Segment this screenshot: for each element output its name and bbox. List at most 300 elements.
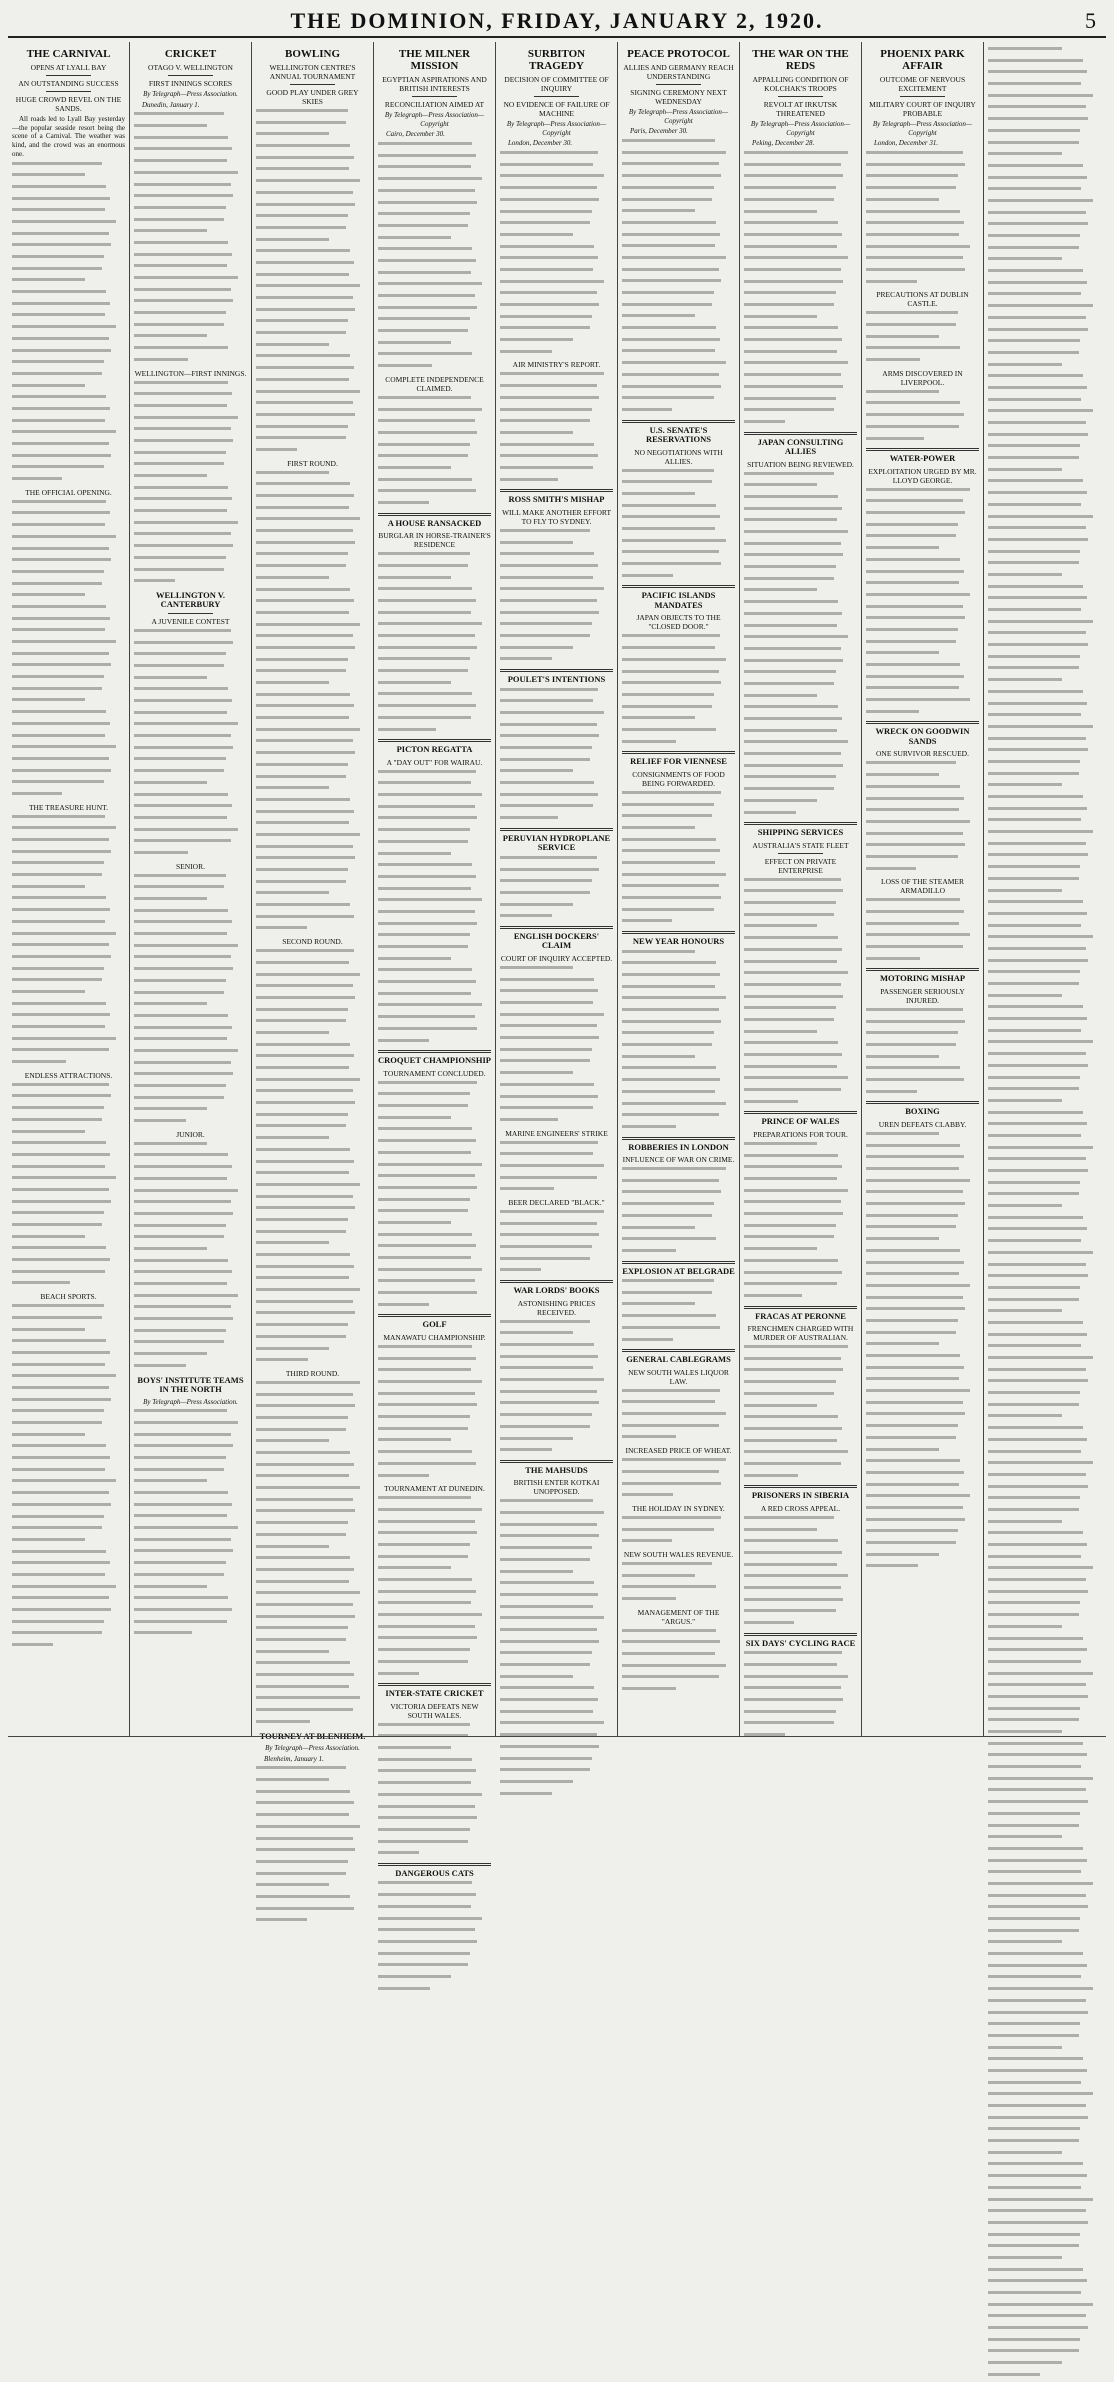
text-line-ink xyxy=(134,124,207,127)
text-line-ink xyxy=(744,245,837,248)
text-line-ink xyxy=(988,748,1088,751)
text-line xyxy=(134,816,247,825)
text-line xyxy=(866,922,979,931)
text-line-ink xyxy=(988,725,1093,728)
text-line xyxy=(12,722,125,731)
text-line xyxy=(378,1566,491,1575)
article-separator xyxy=(378,1314,491,1317)
text-line-ink xyxy=(988,1508,1079,1511)
text-line xyxy=(134,1620,247,1629)
text-line xyxy=(12,1037,125,1046)
text-line xyxy=(378,1092,491,1101)
text-line xyxy=(744,729,857,738)
text-line xyxy=(256,494,369,503)
text-line-ink xyxy=(988,187,1081,190)
text-line xyxy=(134,1352,247,1361)
text-line xyxy=(866,773,979,782)
text-line xyxy=(12,663,125,672)
text-line-ink xyxy=(12,465,104,468)
text-line xyxy=(500,879,613,888)
text-line xyxy=(134,1153,247,1162)
text-line xyxy=(500,1141,613,1150)
text-line-ink xyxy=(134,1329,226,1332)
subheading: WELLINGTON CENTRE'S ANNUAL TOURNAMENT xyxy=(269,63,356,81)
text-line-ink xyxy=(256,109,348,112)
text-line-ink xyxy=(378,282,482,285)
text-line-ink xyxy=(256,915,354,918)
text-line-ink xyxy=(500,1222,597,1225)
text-line xyxy=(988,1613,1102,1622)
text-line-ink xyxy=(134,1549,233,1552)
text-line xyxy=(256,378,369,387)
text-line xyxy=(12,757,125,766)
text-line xyxy=(622,728,735,737)
text-line xyxy=(866,1225,979,1234)
text-line xyxy=(744,1528,857,1537)
text-line-ink xyxy=(134,346,228,349)
text-line xyxy=(988,1309,1102,1318)
text-line-ink xyxy=(500,303,599,306)
text-line xyxy=(256,144,369,153)
text-line xyxy=(378,1793,491,1802)
text-line xyxy=(988,2081,1102,2090)
text-line-ink xyxy=(256,1626,348,1629)
text-line xyxy=(866,898,979,907)
text-line xyxy=(866,910,979,919)
text-line xyxy=(500,1768,613,1777)
text-line xyxy=(134,944,247,953)
text-line-ink xyxy=(988,947,1086,950)
text-line-ink xyxy=(256,1043,350,1046)
text-line xyxy=(622,174,735,183)
text-line xyxy=(500,1366,613,1375)
text-line-ink xyxy=(256,1335,346,1338)
text-line-ink xyxy=(744,647,841,650)
text-line xyxy=(378,1893,491,1902)
body-text-block xyxy=(744,472,857,820)
text-line xyxy=(622,950,735,959)
text-line-ink xyxy=(744,303,834,306)
text-line-ink xyxy=(12,722,110,725)
text-line xyxy=(378,396,491,405)
text-line xyxy=(256,1265,369,1274)
text-line xyxy=(256,634,369,643)
text-line-ink xyxy=(134,1421,238,1424)
text-line-ink xyxy=(134,1002,207,1005)
text-line-ink xyxy=(134,769,224,772)
text-line xyxy=(12,185,125,194)
text-line-ink xyxy=(256,903,350,906)
text-line xyxy=(378,793,491,802)
text-line xyxy=(866,1090,979,1099)
text-line xyxy=(12,675,125,684)
text-line xyxy=(12,628,125,637)
text-line-ink xyxy=(500,1511,604,1514)
text-line-ink xyxy=(622,539,726,542)
text-line xyxy=(622,1326,735,1335)
text-line xyxy=(256,366,369,375)
text-line-ink xyxy=(256,1474,349,1477)
text-line-ink xyxy=(378,611,471,614)
text-line-ink xyxy=(988,2244,1079,2247)
text-line xyxy=(500,454,613,463)
text-line-ink xyxy=(866,1354,960,1357)
text-line-ink xyxy=(256,226,346,229)
text-line-ink xyxy=(744,1065,837,1068)
text-line-ink xyxy=(378,1127,472,1130)
text-line-ink xyxy=(622,896,721,899)
subheading: COURT OF INQUIRY ACCEPTED. xyxy=(500,953,613,963)
wire-credit: By Telegraph—Press Association. xyxy=(143,1397,238,1406)
text-line-ink xyxy=(988,2291,1081,2294)
text-line xyxy=(134,381,247,390)
text-line-ink xyxy=(256,1066,349,1069)
text-line-ink xyxy=(622,950,695,953)
wire-credit: By Telegraph—Press Association—Copyright xyxy=(872,120,973,137)
text-line xyxy=(378,1392,491,1401)
text-line-ink xyxy=(134,1526,238,1529)
text-line xyxy=(988,444,1102,453)
text-line xyxy=(988,421,1102,430)
text-line-ink xyxy=(134,159,227,162)
text-line-ink xyxy=(378,419,475,422)
text-line-ink xyxy=(134,909,228,912)
text-line xyxy=(500,781,613,790)
text-line-ink xyxy=(134,579,175,582)
text-line-ink xyxy=(500,478,558,481)
text-line xyxy=(866,808,979,817)
text-line-ink xyxy=(378,657,470,660)
text-line-ink xyxy=(622,504,716,507)
text-line-ink xyxy=(378,692,472,695)
text-line xyxy=(744,1189,857,1198)
text-line xyxy=(378,489,491,498)
subheading: FIRST ROUND. xyxy=(287,458,338,468)
text-line-ink xyxy=(134,392,232,395)
subheading: NO NEGOTIATIONS WITH ALLIES. xyxy=(634,447,723,466)
text-line-ink xyxy=(988,2256,1062,2259)
subheading: MILITARY COURT OF INQUIRY PROBABLE xyxy=(869,100,976,118)
text-line-ink xyxy=(500,326,590,329)
text-line-ink xyxy=(866,616,965,619)
text-line xyxy=(988,1052,1102,1061)
text-line-ink xyxy=(256,1580,349,1583)
text-line xyxy=(134,579,247,588)
text-line xyxy=(134,1503,247,1512)
text-line xyxy=(744,373,857,382)
text-line-ink xyxy=(12,990,85,993)
subheading: EGYPTIAN ASPIRATIONS AND BRITISH INTERESTS xyxy=(382,75,487,93)
text-line xyxy=(988,1216,1102,1225)
text-line xyxy=(744,995,857,1004)
text-line-ink xyxy=(622,396,714,399)
text-line-ink xyxy=(744,1235,834,1238)
text-line xyxy=(378,887,491,896)
text-line xyxy=(12,1561,125,1570)
text-line-ink xyxy=(12,663,111,666)
text-line xyxy=(622,740,735,749)
text-line xyxy=(988,2244,1102,2253)
text-line xyxy=(622,1226,735,1235)
text-line-ink xyxy=(622,1043,712,1046)
text-line-ink xyxy=(744,764,843,767)
text-line-ink xyxy=(134,171,238,174)
text-line xyxy=(622,705,735,714)
text-line xyxy=(866,186,979,195)
text-line xyxy=(622,1585,735,1594)
text-line xyxy=(866,1066,979,1075)
text-line xyxy=(744,1698,857,1707)
text-line-ink xyxy=(12,734,105,737)
text-line xyxy=(744,408,857,417)
text-line-ink xyxy=(866,867,916,870)
section-heading: U.S. SENATE'S RESERVATIONS xyxy=(645,424,712,445)
text-line xyxy=(988,117,1102,126)
article-separator xyxy=(622,585,735,588)
text-line xyxy=(500,804,613,813)
text-line-ink xyxy=(12,1130,85,1133)
text-line-ink xyxy=(12,617,110,620)
text-line-ink xyxy=(988,1204,1062,1207)
body-text-block xyxy=(866,1132,979,1573)
text-line-ink xyxy=(134,757,226,760)
text-line xyxy=(622,244,735,253)
text-line xyxy=(866,628,979,637)
text-line-ink xyxy=(12,908,110,911)
text-line-ink xyxy=(12,605,106,608)
text-line-ink xyxy=(744,1165,842,1168)
text-line-ink xyxy=(622,1202,714,1205)
text-line-ink xyxy=(988,152,1062,155)
text-line xyxy=(500,1745,613,1754)
newspaper-title: THE DOMINION, FRIDAY, JANUARY 2, 1920. xyxy=(290,8,824,33)
text-line xyxy=(378,1928,491,1937)
subheading: OPENS AT LYALL BAY xyxy=(30,63,107,72)
text-line xyxy=(12,967,125,976)
text-line xyxy=(12,955,125,964)
text-line-ink xyxy=(134,218,224,221)
text-line-ink xyxy=(744,553,843,556)
text-line xyxy=(622,385,735,394)
text-line xyxy=(134,711,247,720)
text-line xyxy=(988,795,1102,804)
text-line xyxy=(256,1451,369,1460)
text-line xyxy=(378,1368,491,1377)
text-line xyxy=(378,1198,491,1207)
text-line xyxy=(256,1054,369,1063)
text-line xyxy=(744,1076,857,1085)
text-line-ink xyxy=(378,1303,429,1306)
text-line xyxy=(378,1840,491,1849)
text-line-ink xyxy=(500,1036,599,1039)
text-line-ink xyxy=(744,186,836,189)
text-line-ink xyxy=(378,1244,476,1247)
text-line xyxy=(378,781,491,790)
text-line-ink xyxy=(378,728,436,731)
text-line xyxy=(988,1882,1102,1891)
text-line-ink xyxy=(988,1216,1083,1219)
text-line xyxy=(12,861,125,870)
text-line xyxy=(500,711,613,720)
text-line-ink xyxy=(256,821,349,824)
text-line xyxy=(744,787,857,796)
text-line-ink xyxy=(134,521,238,524)
text-line-ink xyxy=(256,1124,346,1127)
text-line-ink xyxy=(256,471,329,474)
text-line-ink xyxy=(378,489,476,492)
text-line-ink xyxy=(256,1358,308,1361)
text-line-ink xyxy=(866,957,920,960)
text-line xyxy=(988,1333,1102,1342)
text-line-ink xyxy=(378,1940,477,1943)
text-line-ink xyxy=(256,949,354,952)
text-line xyxy=(256,1195,369,1204)
text-line xyxy=(500,746,613,755)
section-heading: BOYS' INSTITUTE TEAMS IN THE NORTH xyxy=(137,1374,244,1395)
text-line xyxy=(988,386,1102,395)
text-line-ink xyxy=(744,256,848,259)
text-line xyxy=(622,139,735,148)
text-line xyxy=(378,968,491,977)
text-line xyxy=(988,970,1102,979)
body-text-block xyxy=(622,1458,735,1502)
text-line xyxy=(256,681,369,690)
body-text-block xyxy=(134,1142,247,1373)
text-line xyxy=(866,221,979,230)
text-line-ink xyxy=(134,851,188,854)
text-line xyxy=(988,842,1102,851)
text-line-ink xyxy=(12,220,116,223)
text-line xyxy=(256,880,369,889)
text-line-ink xyxy=(256,1872,346,1875)
text-line xyxy=(988,2291,1102,2300)
text-line-ink xyxy=(744,1404,817,1407)
text-line xyxy=(988,374,1102,383)
subheading: THIRD ROUND. xyxy=(285,1368,340,1378)
text-line xyxy=(378,992,491,1001)
text-line-ink xyxy=(256,354,350,357)
text-line xyxy=(256,1661,369,1670)
text-line-ink xyxy=(500,989,598,992)
text-line-ink xyxy=(866,335,939,338)
dateline: Peking, December 28. xyxy=(752,139,815,148)
text-line xyxy=(988,1952,1102,1961)
text-line-ink xyxy=(256,704,354,707)
masthead xyxy=(0,0,1114,40)
body-text-block xyxy=(866,488,979,719)
text-line-ink xyxy=(622,838,716,841)
text-line xyxy=(256,1089,369,1098)
text-line xyxy=(12,162,125,171)
news-column-4 xyxy=(374,42,496,1878)
text-line-ink xyxy=(256,1160,354,1163)
text-line xyxy=(378,364,491,373)
text-line-ink xyxy=(622,562,721,565)
text-line xyxy=(866,686,979,695)
text-line xyxy=(378,259,491,268)
text-line-ink xyxy=(378,1198,470,1201)
text-line-ink xyxy=(12,873,102,876)
text-line-ink xyxy=(378,1081,477,1084)
text-line xyxy=(12,337,125,346)
text-line-ink xyxy=(12,1351,110,1354)
body-text-block xyxy=(988,47,1102,2382)
text-line-ink xyxy=(744,326,838,329)
text-line-ink xyxy=(500,711,604,714)
text-line xyxy=(622,1516,735,1525)
text-line-ink xyxy=(988,2174,1087,2177)
text-line xyxy=(988,2162,1102,2171)
text-line-ink xyxy=(12,477,62,480)
text-line xyxy=(134,264,247,273)
text-line xyxy=(988,1637,1102,1646)
text-line xyxy=(988,550,1102,559)
text-line xyxy=(134,1049,247,1058)
text-line-ink xyxy=(134,1596,228,1599)
text-line-ink xyxy=(12,290,106,293)
text-line xyxy=(12,1374,125,1383)
text-line-ink xyxy=(744,577,834,580)
text-line xyxy=(256,1708,369,1717)
text-line-ink xyxy=(866,1261,964,1264)
text-line-ink xyxy=(622,209,695,212)
body-text-block xyxy=(378,1345,491,1482)
text-line xyxy=(622,1664,735,1673)
text-line xyxy=(256,821,369,830)
text-line-ink xyxy=(866,710,919,713)
text-line xyxy=(500,769,613,778)
text-line-ink xyxy=(744,1142,817,1145)
text-line xyxy=(378,1104,491,1113)
text-line-ink xyxy=(378,1601,471,1604)
text-line-ink xyxy=(500,1233,599,1236)
text-line-ink xyxy=(988,760,1080,763)
text-line xyxy=(12,1573,125,1582)
text-line-ink xyxy=(866,323,956,326)
text-line-ink xyxy=(12,652,109,655)
text-line xyxy=(378,1672,491,1681)
text-line-ink xyxy=(500,564,598,567)
text-line-ink xyxy=(378,454,468,457)
text-line-ink xyxy=(988,292,1081,295)
text-line-ink xyxy=(500,1413,592,1416)
article-separator xyxy=(500,1460,613,1463)
text-line xyxy=(12,873,125,882)
text-line-ink xyxy=(256,1720,310,1723)
text-line-ink xyxy=(866,1424,958,1427)
text-line xyxy=(988,479,1102,488)
text-line-ink xyxy=(12,896,106,899)
body-text-block xyxy=(866,898,979,965)
text-line-ink xyxy=(866,256,963,259)
text-line-ink xyxy=(988,1111,1083,1114)
text-line-ink xyxy=(988,199,1093,202)
text-line-ink xyxy=(866,945,963,948)
text-line-ink xyxy=(866,1202,965,1205)
text-line xyxy=(12,932,125,941)
article-separator xyxy=(378,1683,491,1686)
subheading: LOSS OF THE STEAMER ARMADILLO xyxy=(881,877,964,896)
text-line xyxy=(988,1660,1102,1669)
text-line xyxy=(378,1648,491,1657)
text-line xyxy=(12,511,125,520)
text-line xyxy=(378,501,491,510)
text-line xyxy=(256,1101,369,1110)
subheading: SECOND ROUND. xyxy=(282,937,343,947)
text-line-ink xyxy=(622,1226,695,1229)
text-line xyxy=(866,1401,979,1410)
text-line xyxy=(500,634,613,643)
